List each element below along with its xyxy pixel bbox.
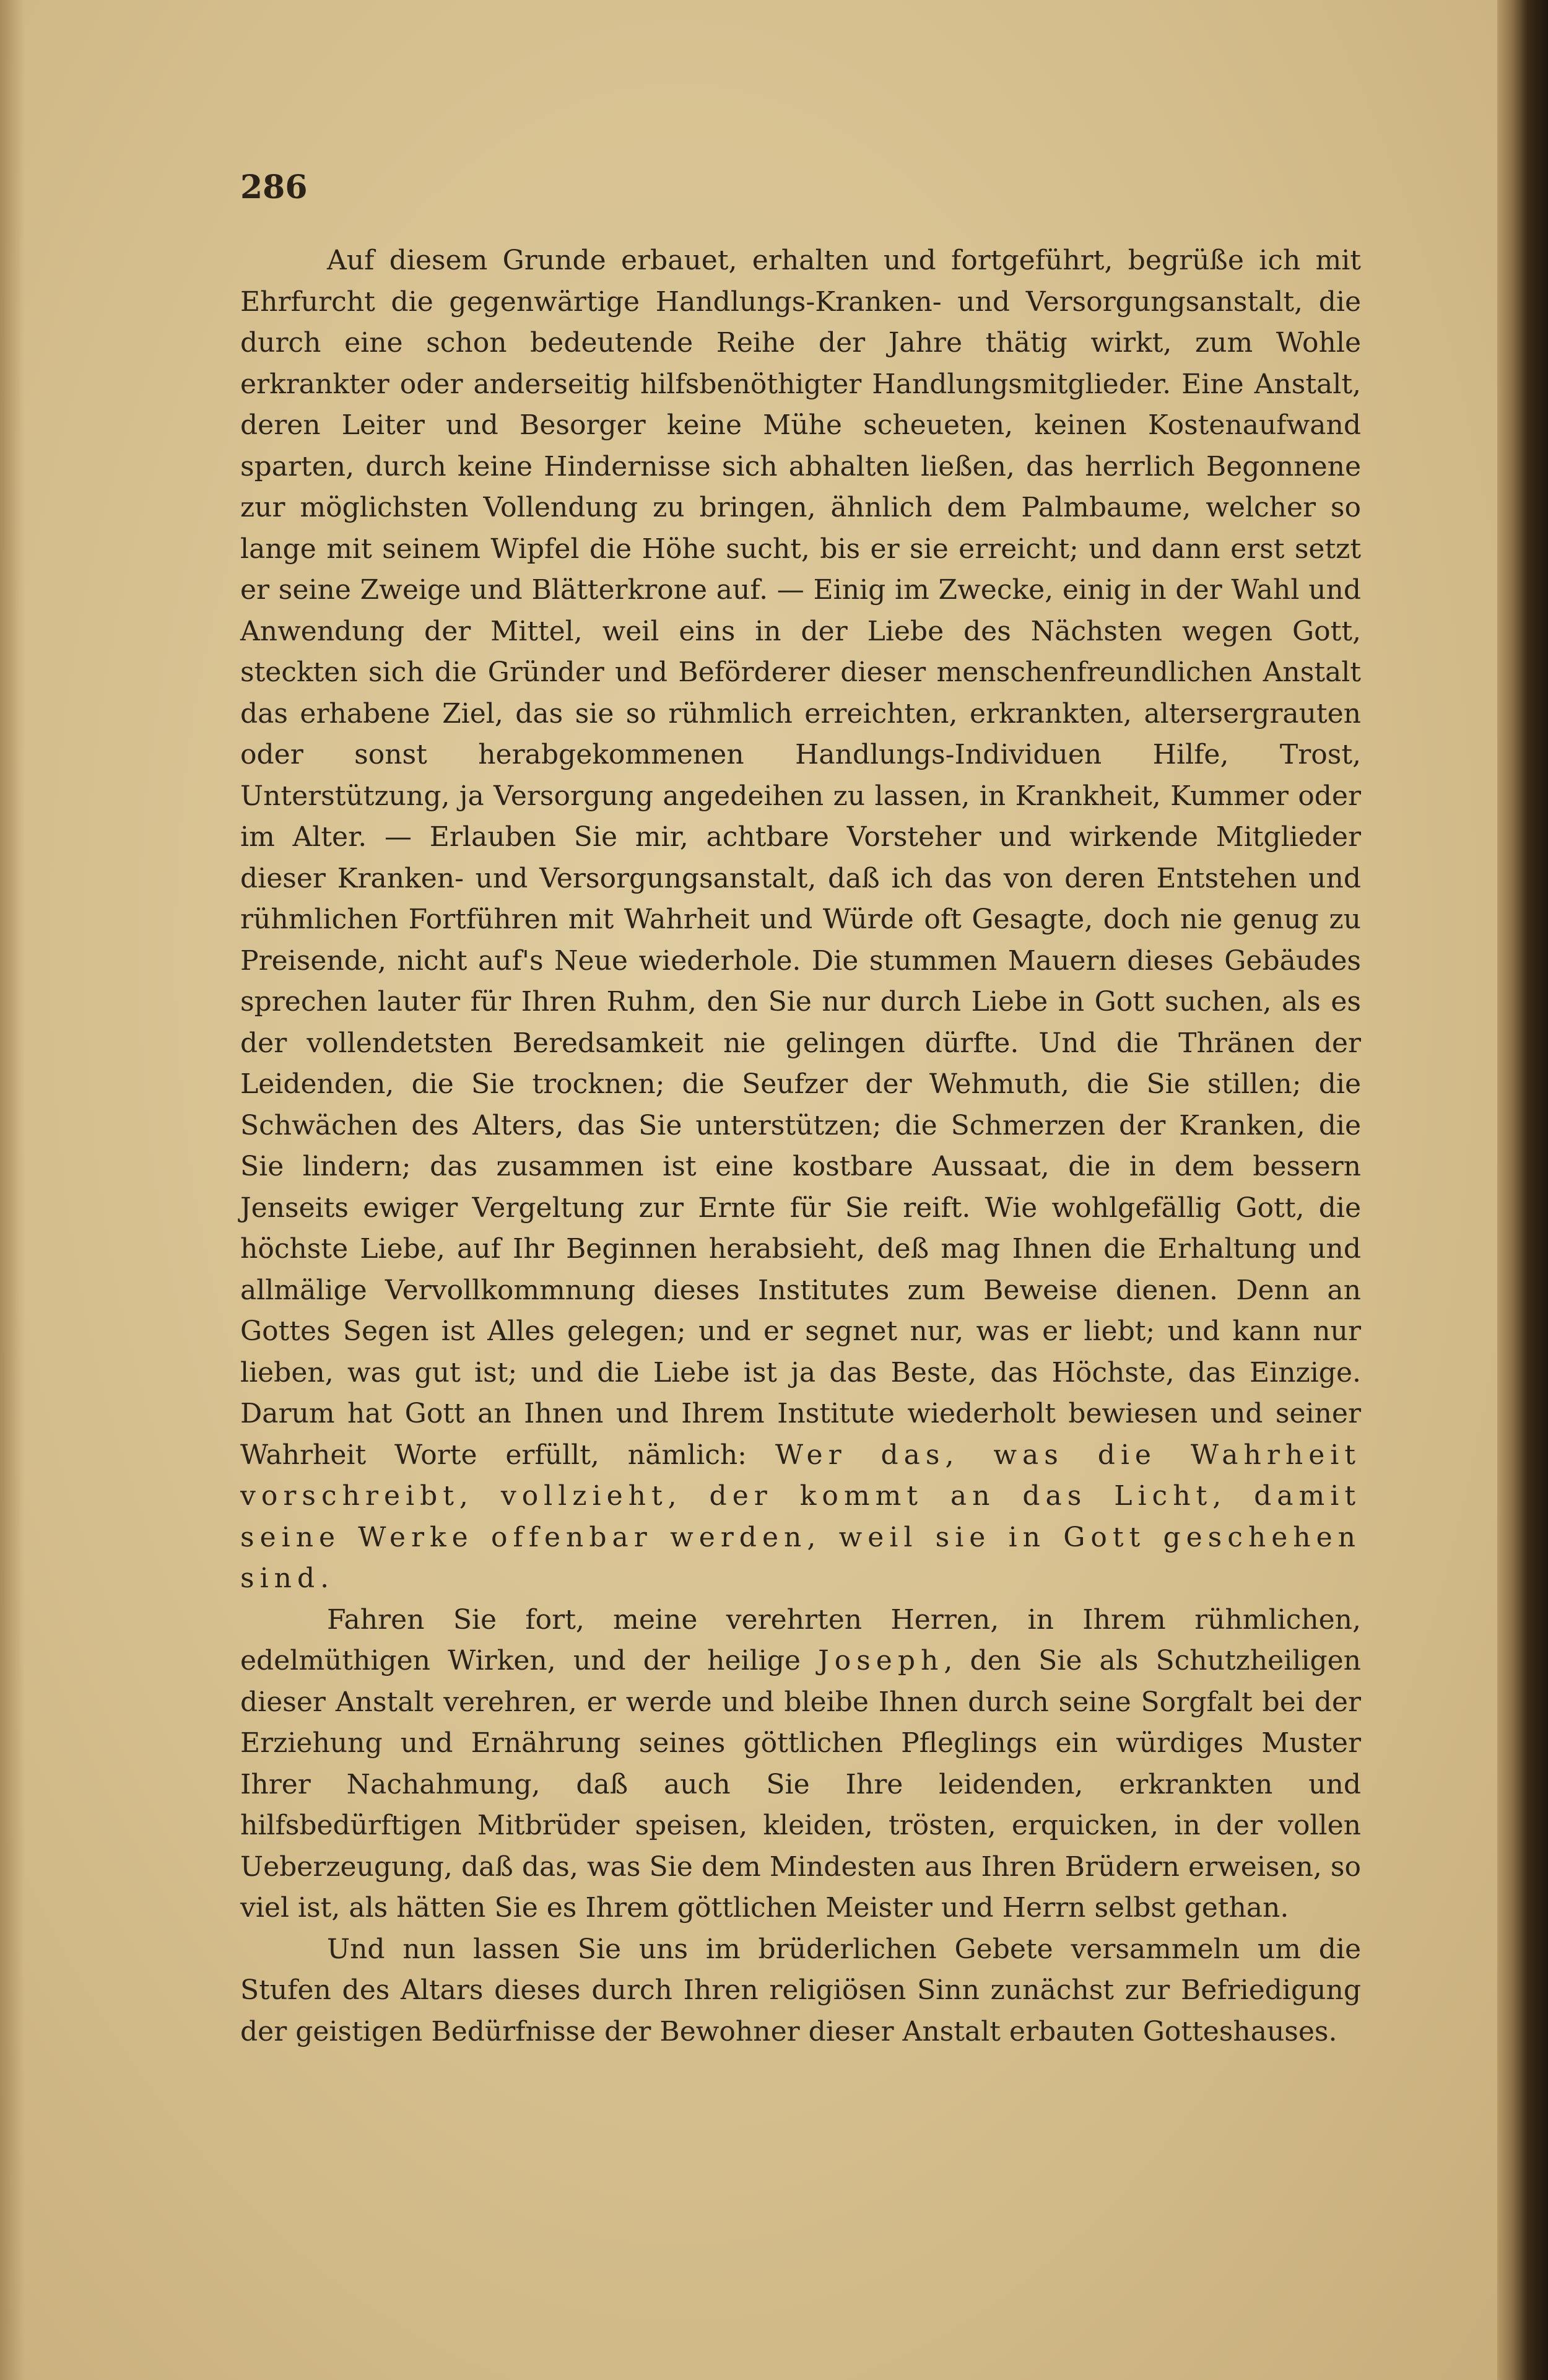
paragraph-2-text-a: Fahren Sie fort, meine verehrten Herren, in Ihrem rühmlichen, edelmüthigen Wirken, und der heilige <box>240 1603 1361 1676</box>
page-edge <box>1497 0 1548 2380</box>
paragraph-1 <box>240 240 1361 1600</box>
saint-name: Joseph <box>818 1645 944 1676</box>
paragraph-2 <box>240 1600 1361 1929</box>
page-gutter-shadow <box>0 0 25 2380</box>
paragraph-3: Und nun lassen Sie uns im brüderlichen Gebete versammeln um die Stufen des Altars dieses durch Ihren religiösen Sinn zunächst zur Befriedigung der geistigen Bedürfnisse der Bewohner dieser Anstalt erbauten Gotteshauses. <box>240 1933 1361 2047</box>
page-number: 286 <box>240 168 308 206</box>
paragraph-1-text: Auf diesem Grunde erbauet, erhalten und fortgeführt, begrüße ich mit Ehrfurcht die gegenwärtige Handlungs-Kranken- und Versorgungsanstalt, die durch eine schon bedeutende Reihe der Jahre thätig wirkt, zum Wohle erkrankter oder anderseitig hilfsbenöthigter Handlungsmitglieder. Eine Anstalt, deren Leiter und Besorger keine Mühe scheueten, keinen Kostenaufwand sparten, durch keine Hindernisse sich abhalten ließen, das herrlich Begonnene zur möglichsten Vollendung zu bringen, ähnlich dem Palmbaume, welcher so lange mit seinem Wipfel die Höhe sucht, bis er sie erreicht; und dann erst setzt er seine Zweige und Blätterkrone auf. — Einig im Zwecke, einig in der Wahl und Anwendung der Mittel, weil eins in der Liebe des Nächsten wegen Gott, steckten sich die Gründer und Beförderer dieser menschenfreundlichen Anstalt das erhabene Ziel, das sie so rühmlich erreichten, erkrankten, altersergrauten oder sonst herabgekommenen Handlungs-Individuen Hilfe, Trost, Unterstützung, ja Versorgung angedeihen zu lassen, in Krankheit, Kummer oder im Alter. — Erlauben Sie mir, achtbare Vorsteher und wirkende Mitglieder dieser Kranken- und Versorgungsanstalt, daß ich das von deren Entstehen und rühmlichen Fortführen mit Wahrheit und Würde oft Gesagte, doch nie genug zu Preisende, nicht auf's Neue wiederhole. Die stummen Mauern dieses Gebäudes sprechen lauter für Ihren Ruhm, den Sie nur durch Liebe in Gott suchen, als es der vollendetsten Beredsamkeit nie gelingen dürfte. Und die Thränen der Leidenden, die Sie trocknen; die Seufzer der Wehmuth, die Sie stillen; die Schwächen des Alters, das Sie unterstützen; die Schmerzen der Kranken, die Sie lindern; das zusammen ist eine kostbare Aussaat, die in dem bessern Jenseits ewiger Vergeltung zur Ernte für Sie reift. Wie wohlgefällig Gott, die höchste Liebe, auf Ihr Beginnen herabsieht, deß mag Ihnen die Erhaltung und allmälige Vervollkommnung dieses Institutes zum Beweise dienen. Denn an Gottes Segen ist Alles gelegen; und er segnet nur, was er liebt; und kann nur lieben, was gut ist; und die Liebe ist ja das Beste, das Höchste, das Einzige. Darum hat Gott an Ihnen und Ihrem Institute wiederholt bewiesen und seiner Wahrheit Worte erfüllt, nämlich: <box>240 245 1361 1471</box>
body-text <box>240 240 1361 2052</box>
paragraph-2-text-b: , den Sie als Schutzheiligen dieser Anstalt verehren, er werde und bleibe Ihnen durch seine Sorgfalt bei der Erziehung und Ernährung seines göttlichen Pfleglings ein würdiges Muster Ihrer Nachahmung, daß auch Sie Ihre leidenden, erkrankten und hilfsbedürftigen Mitbrüder speisen, kleiden, trösten, erquicken, in der vollen Ueberzeugung, daß das, was Sie dem Mindesten aus Ihren Brüdern erweisen, so viel ist, als hätten Sie es Ihrem göttlichen Meister und Herrn selbst gethan. <box>240 1645 1361 1924</box>
scripture-quote: Wer das, was die Wahrheit vorschreibt, vollzieht, der kommt an das Licht, damit seine Werke offenbar werden, weil sie in Gott geschehen sind. <box>240 1439 1361 1594</box>
